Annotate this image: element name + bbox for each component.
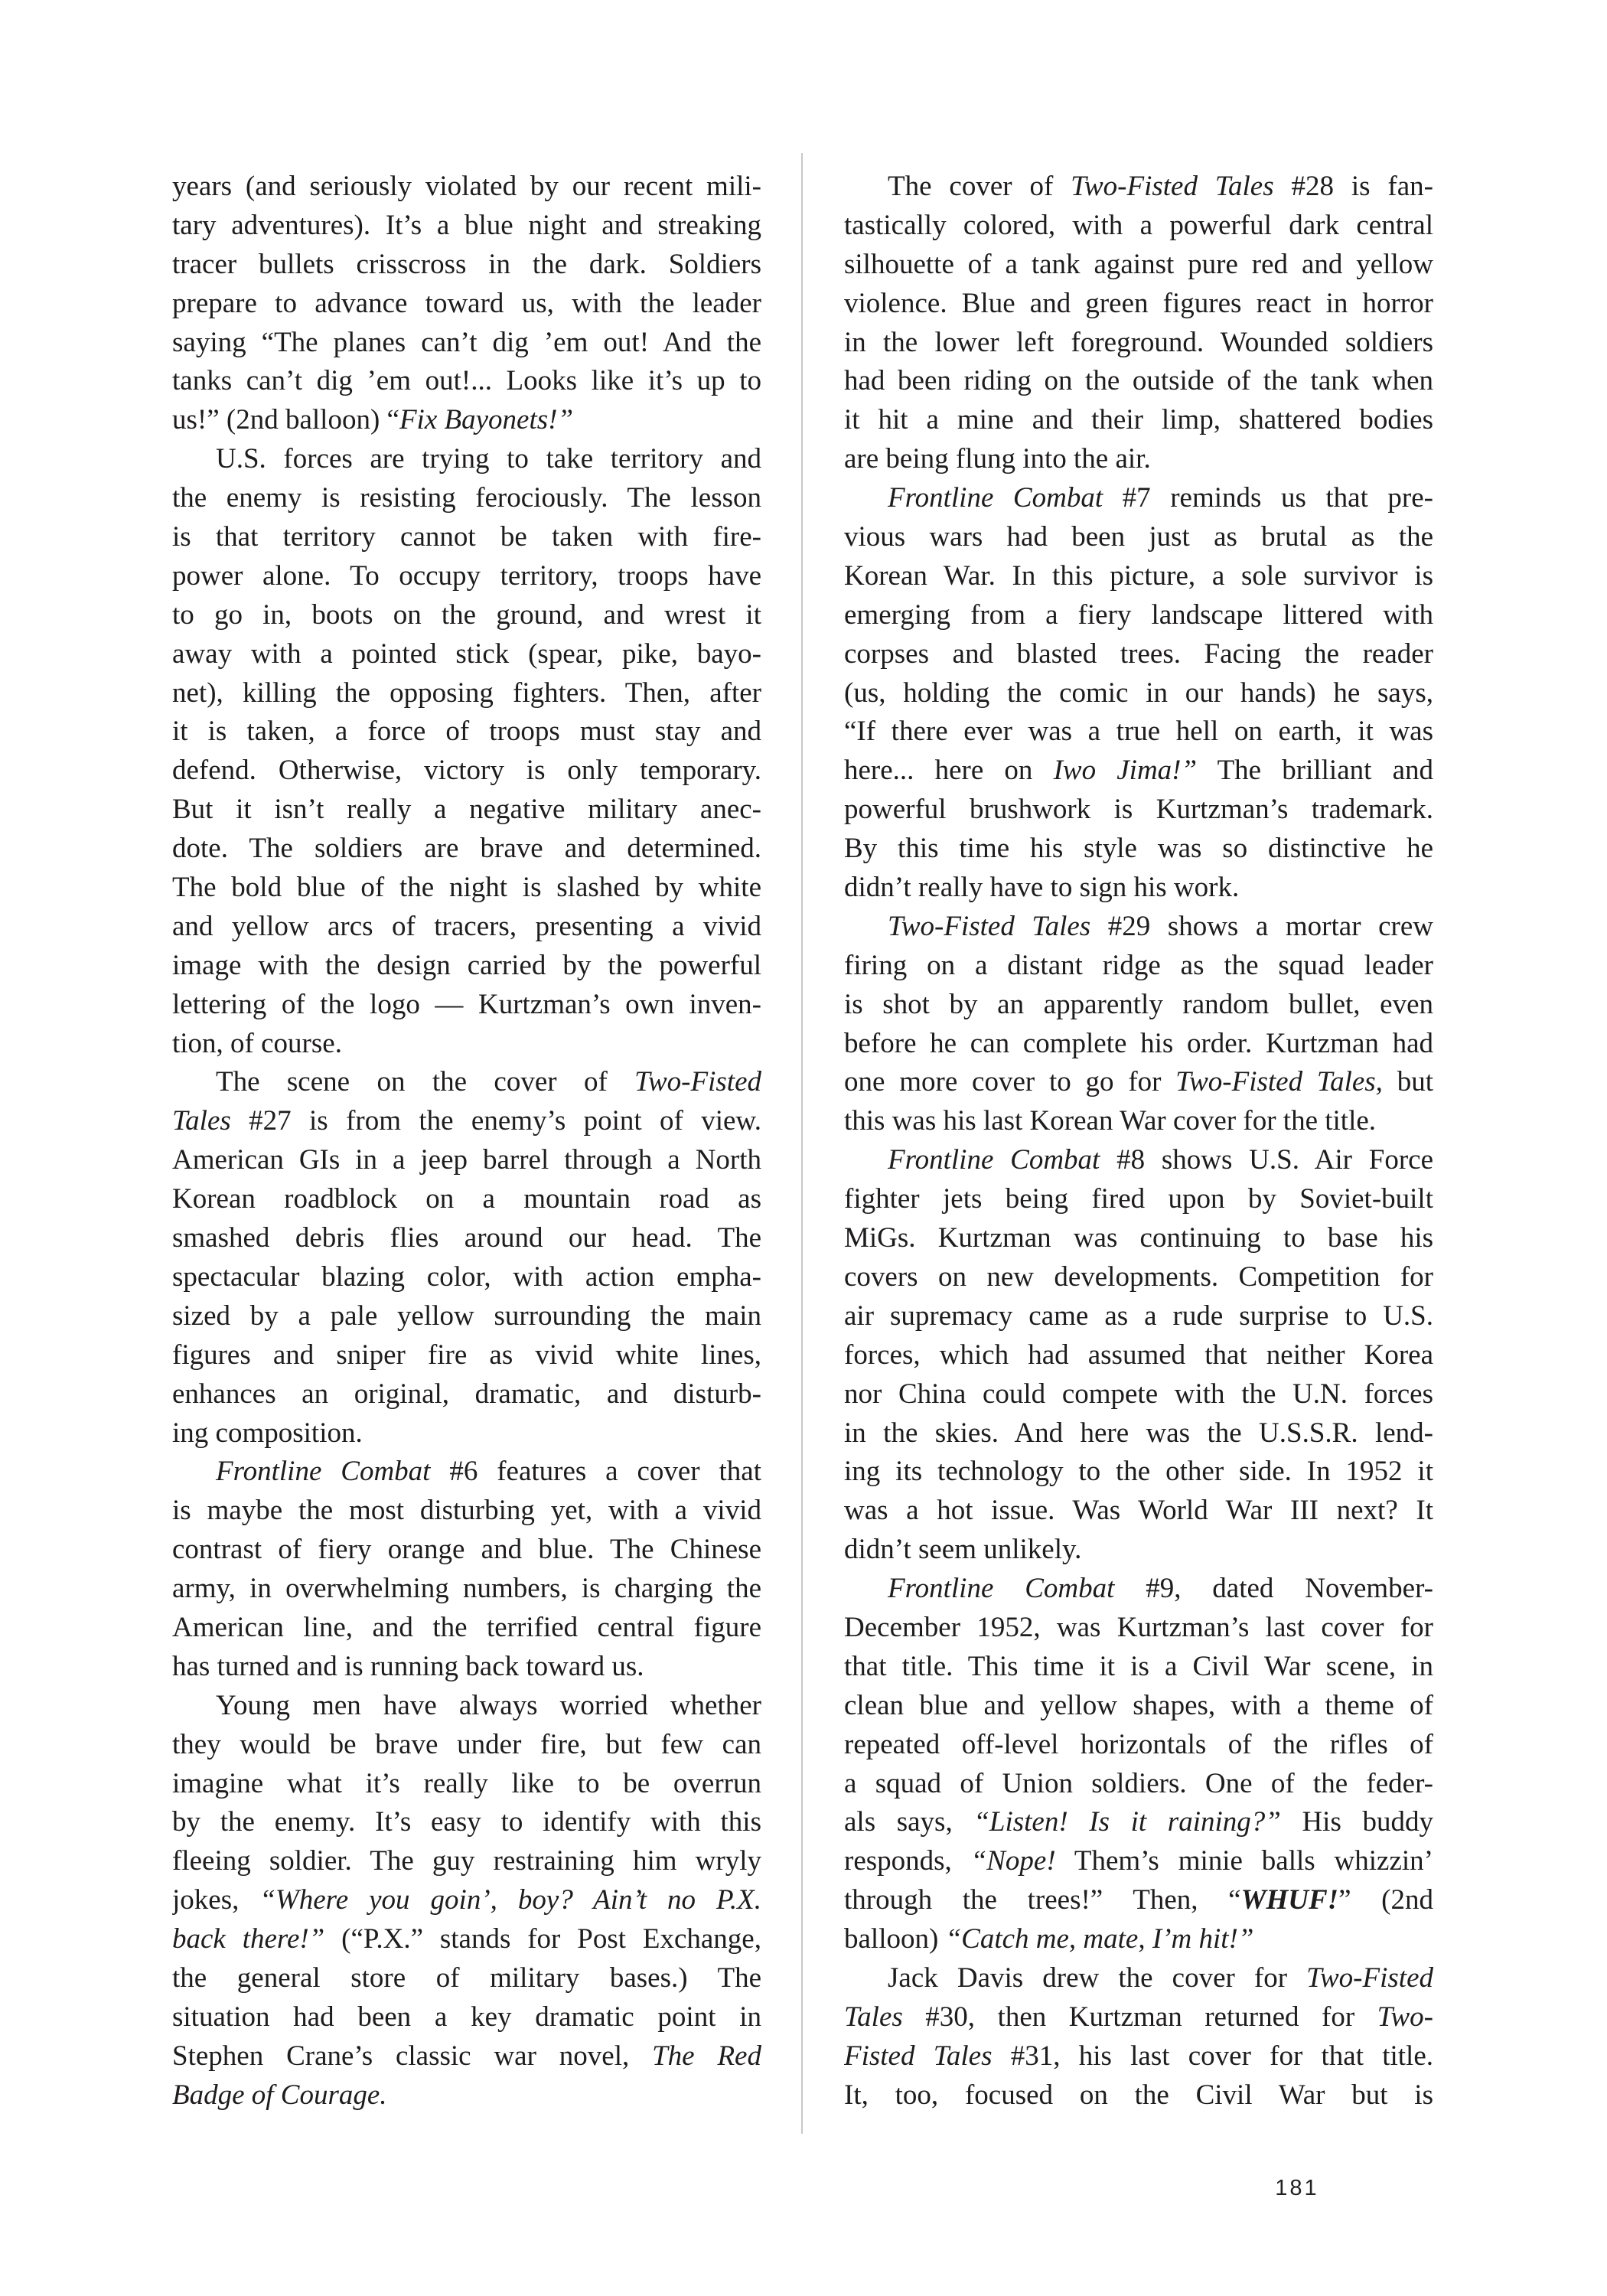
text-line <box>172 362 761 401</box>
italic-text: Two-Fisted <box>1306 1962 1433 1994</box>
text-line <box>844 1881 1433 1920</box>
text-run: The brilliant and <box>1197 755 1433 787</box>
text-line <box>172 1959 761 1998</box>
text-line <box>172 1920 761 1959</box>
text-run: Young men have always worried whether <box>216 1689 761 1721</box>
italic-text: “Nope! <box>970 1845 1056 1877</box>
text-line <box>844 1959 1433 1998</box>
paragraph <box>844 1141 1433 1570</box>
text-run: by the enemy. It’s easy to identify with this <box>172 1806 761 1838</box>
text-run: the enemy is resisting ferociously. The lesson <box>172 482 761 514</box>
text-line <box>172 830 761 869</box>
text-line <box>172 518 761 557</box>
text-line <box>844 791 1433 830</box>
text-line <box>844 1765 1433 1804</box>
text-run: MiGs. Kurtzman was continuing to base his <box>844 1222 1433 1254</box>
italic-text: Iwo Jima!” <box>1053 755 1198 787</box>
italic-text: Frontline Combat <box>888 1573 1115 1605</box>
text-run: tanks can’t dig ’em out!... Looks like it’s up to <box>172 365 761 397</box>
text-line <box>172 1219 761 1258</box>
text-line <box>172 1881 761 1920</box>
text-run: and yellow arcs of tracers, presenting a vivid <box>172 910 761 942</box>
italic-text: Two-Fisted Tales <box>1071 171 1274 202</box>
text-run: tracer bullets crisscross in the dark. Soldiers <box>172 248 761 280</box>
italic-text: Tales <box>844 2001 903 2033</box>
text-run: December 1952, was Kurtzman’s last cover for <box>844 1611 1433 1643</box>
text-line <box>844 986 1433 1025</box>
text-run: power alone. To occupy territory, troops have <box>172 559 761 592</box>
text-line <box>844 635 1433 674</box>
text-line <box>844 1336 1433 1375</box>
text-line <box>844 1258 1433 1297</box>
text-run: tion, of course. <box>172 1027 342 1059</box>
text-run: firing on a distant ridge as the squad leader <box>844 949 1433 981</box>
text-line <box>172 674 761 713</box>
text-run: has turned and is running back toward us. <box>172 1650 644 1682</box>
text-line <box>844 1648 1433 1687</box>
text-line <box>844 285 1433 324</box>
text-run: emerging from a fiery landscape littered with <box>844 598 1433 631</box>
text-line <box>172 791 761 830</box>
text-line <box>844 947 1433 986</box>
text-run: silhouette of a tank against pure red and yellow <box>844 248 1433 280</box>
text-line <box>844 1375 1433 1414</box>
text-run: But it isn’t really a negative military anec- <box>172 794 761 826</box>
text-line <box>172 1180 761 1219</box>
text-line <box>844 1570 1433 1609</box>
text-run: By this time his style was so distinctive he <box>844 833 1433 865</box>
text-run: a squad of Union soldiers. One of the feder- <box>844 1767 1433 1799</box>
text-line <box>844 752 1433 791</box>
text-run: years (and seriously violated by our recent mili- <box>172 171 761 202</box>
text-line <box>172 1336 761 1375</box>
text-run: away with a pointed stick (spear, pike, bayo- <box>172 638 761 670</box>
text-line <box>172 1102 761 1141</box>
text-line <box>844 246 1433 285</box>
text-line <box>844 1492 1433 1531</box>
italic-text: Frontline Combat <box>888 482 1103 514</box>
text-line <box>172 324 761 363</box>
text-run: net), killing the opposing fighters. Then, after <box>172 677 761 709</box>
text-run: ” (2nd <box>1338 1884 1433 1916</box>
text-line <box>172 596 761 635</box>
text-run: it is taken, a force of troops must stay and <box>172 716 761 748</box>
text-line <box>172 1687 761 1726</box>
text-run: Jack Davis drew the cover for <box>888 1962 1307 1994</box>
text-run: Korean roadblock on a mountain road as <box>172 1183 761 1215</box>
paragraph <box>172 440 761 1063</box>
text-run: air supremacy came as a rude surprise to U.S. <box>844 1300 1433 1332</box>
italic-text: back there!” <box>172 1923 325 1955</box>
italic-text: Frontline Combat <box>216 1456 431 1488</box>
text-run: American GIs in a jeep barrel through a North <box>172 1144 761 1176</box>
text-run: had been riding on the outside of the tank when <box>844 365 1433 397</box>
text-run: The bold blue of the night is slashed by white <box>172 872 761 904</box>
text-run: Them’s minie balls whizzin’ <box>1055 1845 1433 1877</box>
text-line <box>844 1414 1433 1453</box>
italic-text: Frontline Combat <box>888 1144 1100 1176</box>
text-run: #7 reminds us that pre- <box>1103 482 1433 514</box>
text-run: Stephen Crane’s classic war novel, <box>172 2040 653 2072</box>
text-line <box>844 908 1433 947</box>
text-run: didn’t seem unlikely. <box>844 1534 1082 1566</box>
text-run: repeated off-level horizontals of the rifles of <box>844 1728 1433 1760</box>
text-run: #31, his last cover for that title. <box>992 2040 1433 2072</box>
text-run: it hit a mine and their limp, shattered bodies <box>844 404 1433 436</box>
text-run: sized by a pale yellow surrounding the main <box>172 1300 761 1332</box>
italic-text: “Listen! Is it raining?” <box>973 1806 1281 1838</box>
text-run: forces, which had assumed that neither Korea <box>844 1339 1433 1371</box>
text-line <box>844 401 1433 440</box>
text-line <box>844 1531 1433 1570</box>
text-line <box>172 1998 761 2037</box>
text-line <box>172 635 761 674</box>
text-line <box>844 1025 1433 1064</box>
paragraph <box>172 1687 761 2115</box>
paragraph <box>844 168 1433 479</box>
text-run: tastically colored, with a powerful dark central <box>844 209 1433 241</box>
text-run: are being flung into the air. <box>844 443 1151 475</box>
paragraph <box>172 1453 761 1686</box>
text-line <box>172 401 761 440</box>
text-line <box>172 168 761 207</box>
text-run: Korean War. In this picture, a sole survivor is <box>844 559 1433 592</box>
text-run: but <box>1382 1066 1433 1098</box>
italic-text: Fix Bayonets!” <box>399 404 574 436</box>
text-line <box>844 1920 1433 1959</box>
text-run: is that territory cannot be taken with fire- <box>172 521 761 553</box>
text-line <box>844 1609 1433 1648</box>
text-run: this was his last Korean War cover for the title. <box>844 1105 1377 1137</box>
text-run: dote. The soldiers are brave and determined. <box>172 833 761 865</box>
text-run: fleeing soldier. The guy restraining him wryly <box>172 1845 761 1877</box>
text-line <box>172 2037 761 2076</box>
text-run: enhances an original, dramatic, and disturb- <box>172 1378 761 1410</box>
text-run: #6 features a cover that <box>430 1456 761 1488</box>
text-line <box>172 285 761 324</box>
italic-text: Tales <box>172 1105 231 1137</box>
bold-italic-text: WHUF! <box>1240 1884 1339 1916</box>
text-line <box>844 869 1433 908</box>
right-text-column <box>844 168 1433 2115</box>
page-number: 181 <box>1275 2176 1319 2200</box>
text-run: American line, and the terrified central figure <box>172 1611 761 1643</box>
text-line <box>172 1570 761 1609</box>
text-line <box>844 713 1433 752</box>
text-run: here... here on <box>844 755 1054 787</box>
text-run: nor China could compete with the U.N. forces <box>844 1378 1433 1410</box>
text-line <box>172 1765 761 1804</box>
text-line <box>844 2037 1433 2076</box>
text-run: als says, <box>844 1806 974 1838</box>
text-line <box>844 1102 1433 1141</box>
text-line <box>844 440 1433 479</box>
italic-text: Two-Fisted Tales, <box>1175 1066 1383 1098</box>
paragraph <box>844 479 1433 908</box>
text-line <box>172 869 761 908</box>
italic-text: Two- <box>1377 2001 1433 2033</box>
text-line <box>172 440 761 479</box>
column-divider <box>801 153 803 2134</box>
paragraph <box>844 1959 1433 2115</box>
text-line <box>172 1842 761 1881</box>
text-run: clean blue and yellow shapes, with a theme of <box>844 1689 1433 1721</box>
text-line <box>172 1609 761 1648</box>
text-run: imagine what it’s really like to be overrun <box>172 1767 761 1799</box>
italic-text: Two-Fisted Tales <box>888 910 1091 942</box>
text-line <box>172 1375 761 1414</box>
text-line <box>172 1141 761 1180</box>
text-run: one more cover to go for <box>844 1066 1176 1098</box>
text-line <box>844 1063 1433 1102</box>
text-run: is maybe the most disturbing yet, with a vivid <box>172 1495 761 1527</box>
text-run: army, in overwhelming numbers, is charging the <box>172 1573 761 1605</box>
text-line <box>844 1803 1433 1842</box>
text-run: figures and sniper fire as vivid white lines, <box>172 1339 761 1371</box>
text-line <box>844 557 1433 596</box>
text-line <box>172 207 761 246</box>
text-run: The cover of <box>888 171 1071 202</box>
text-run: the general store of military bases.) The <box>172 1962 761 1994</box>
text-line <box>844 1297 1433 1336</box>
text-line <box>172 752 761 791</box>
paragraph <box>844 1570 1433 1959</box>
text-run: smashed debris flies around our head. The <box>172 1222 761 1254</box>
text-line <box>844 674 1433 713</box>
text-line <box>844 1687 1433 1726</box>
text-line <box>844 1842 1433 1881</box>
left-text-column <box>172 168 761 2115</box>
text-line <box>844 518 1433 557</box>
text-run: in the skies. And here was the U.S.S.R. lend- <box>844 1417 1433 1449</box>
text-line <box>172 947 761 986</box>
text-line <box>172 1025 761 1064</box>
text-line <box>172 1453 761 1492</box>
paragraph <box>844 908 1433 1141</box>
text-line <box>844 1141 1433 1180</box>
text-line <box>172 908 761 947</box>
text-run: His buddy <box>1280 1806 1433 1838</box>
text-run: corpses and blasted trees. Facing the reader <box>844 638 1433 670</box>
text-run: #29 shows a mortar crew <box>1090 910 1433 942</box>
text-run: before he can complete his order. Kurtzman had <box>844 1027 1433 1059</box>
paragraph <box>172 168 761 440</box>
text-line <box>172 479 761 518</box>
text-line <box>844 479 1433 518</box>
text-run: covers on new developments. Competition for <box>844 1261 1433 1293</box>
text-run: ing its technology to the other side. In 1952 it <box>844 1456 1433 1488</box>
text-line <box>844 324 1433 363</box>
text-line <box>844 1219 1433 1258</box>
text-run: vious wars had been just as brutal as the <box>844 521 1433 553</box>
text-run: (“P.X.” stands for Post Exchange, <box>324 1923 761 1955</box>
text-run: contrast of fiery orange and blue. The Chinese <box>172 1534 761 1566</box>
text-run: to go in, boots on the ground, and wrest it <box>172 598 761 631</box>
text-run: #8 shows U.S. Air Force <box>1100 1144 1433 1176</box>
text-run: saying “The planes can’t dig ’em out! And the <box>172 326 761 358</box>
text-run: through the trees!” Then, “ <box>844 1884 1241 1916</box>
text-run: #28 is fan- <box>1273 171 1433 202</box>
text-run: lettering of the logo — Kurtzman’s own inven- <box>172 988 761 1020</box>
text-run: responds, <box>844 1845 971 1877</box>
text-line <box>172 246 761 285</box>
text-line <box>172 1063 761 1102</box>
text-run: tary adventures). It’s a blue night and streaking <box>172 209 761 241</box>
text-line <box>172 2076 761 2115</box>
text-run: ing composition. <box>172 1417 363 1449</box>
text-line <box>172 557 761 596</box>
text-line <box>172 1258 761 1297</box>
text-line <box>844 2076 1433 2115</box>
text-run: was a hot issue. Was World War III next? It <box>844 1495 1433 1527</box>
italic-text: The Red <box>652 2040 761 2072</box>
text-run: prepare to advance toward us, with the leader <box>172 287 761 319</box>
text-run: It, too, focused on the Civil War but is <box>844 2079 1433 2111</box>
text-line <box>172 1648 761 1687</box>
text-line <box>844 596 1433 635</box>
text-run: is shot by an apparently random bullet, even <box>844 988 1433 1020</box>
text-line <box>172 713 761 752</box>
text-run: “If there ever was a true hell on earth, it was <box>844 716 1433 748</box>
text-line <box>172 1531 761 1570</box>
text-run: image with the design carried by the powerful <box>172 949 761 981</box>
text-line <box>844 1726 1433 1765</box>
text-run: they would be brave under fire, but few can <box>172 1728 761 1760</box>
text-line <box>172 1803 761 1842</box>
text-run: U.S. forces are trying to take territory and <box>216 443 761 475</box>
text-run: didn’t really have to sign his work. <box>844 872 1240 904</box>
text-line <box>172 1297 761 1336</box>
text-run: violence. Blue and green figures react in horror <box>844 287 1433 319</box>
text-line <box>844 168 1433 207</box>
text-run: #30, then Kurtzman returned for <box>902 2001 1377 2033</box>
text-run: #27 is from the enemy’s point of view. <box>230 1105 761 1137</box>
text-line <box>172 986 761 1025</box>
text-run: The scene on the cover of <box>216 1066 635 1098</box>
text-run: that title. This time it is a Civil War scene, in <box>844 1650 1433 1682</box>
text-run: fighter jets being fired upon by Soviet-built <box>844 1183 1433 1215</box>
text-line <box>844 830 1433 869</box>
text-line <box>844 1180 1433 1219</box>
italic-text: Two-Fisted <box>634 1066 761 1098</box>
italic-text: Badge of Courage. <box>172 2079 387 2111</box>
text-run: balloon) <box>844 1923 946 1955</box>
italic-text: “Where you goin’, boy? Ain’t no P.X. <box>259 1884 761 1916</box>
text-line <box>844 1998 1433 2037</box>
paragraph <box>172 1063 761 1453</box>
text-run: defend. Otherwise, victory is only temporary. <box>172 755 761 787</box>
italic-text: “Catch me, mate, I’m hit!” <box>945 1923 1254 1955</box>
italic-text: Fisted Tales <box>844 2040 993 2072</box>
text-line <box>172 1726 761 1765</box>
text-run: #9, dated November- <box>1114 1573 1433 1605</box>
text-line <box>844 362 1433 401</box>
text-line <box>172 1492 761 1531</box>
text-run: spectacular blazing color, with action empha- <box>172 1261 761 1293</box>
text-run: in the lower left foreground. Wounded soldiers <box>844 326 1433 358</box>
text-line <box>844 1453 1433 1492</box>
text-run: (us, holding the comic in our hands) he says, <box>844 677 1433 709</box>
text-line <box>172 1414 761 1453</box>
text-run: jokes, <box>172 1884 260 1916</box>
text-line <box>844 207 1433 246</box>
text-run: powerful brushwork is Kurtzman’s trademark. <box>844 794 1433 826</box>
text-run: us!” (2nd balloon) “ <box>172 404 399 436</box>
text-run: situation had been a key dramatic point in <box>172 2001 761 2033</box>
